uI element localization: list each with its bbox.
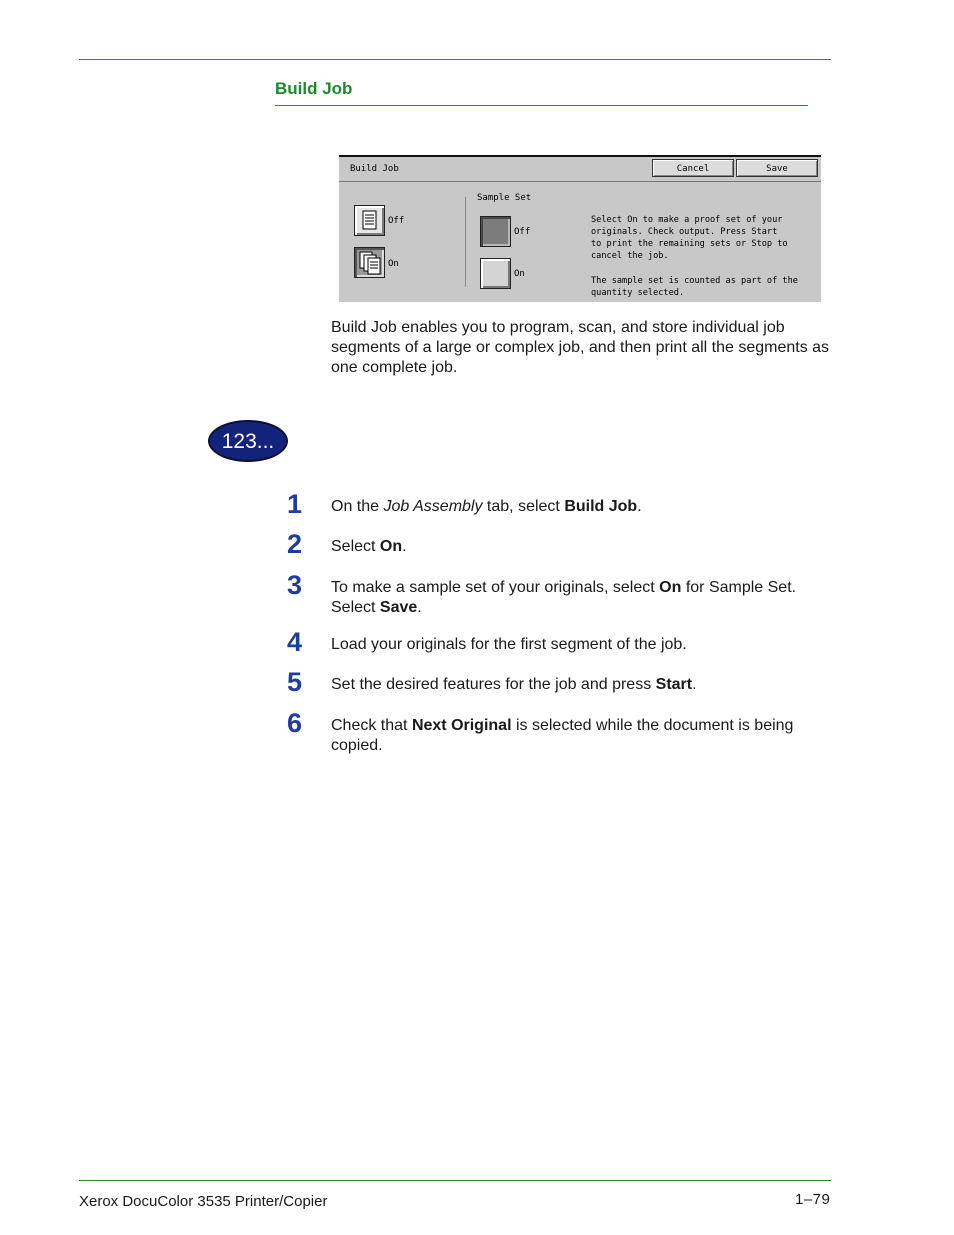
panel-header bbox=[339, 157, 821, 182]
panel-title: Build Job bbox=[350, 164, 399, 174]
sample-set-title: Sample Set bbox=[477, 193, 532, 203]
build-job-on-button[interactable] bbox=[354, 247, 385, 278]
help-line: Select On to make a proof set of your bbox=[591, 215, 783, 225]
single-page-icon bbox=[355, 206, 384, 235]
steps-badge bbox=[208, 420, 288, 462]
step-number: 4 bbox=[287, 627, 303, 657]
step-text: Select On. bbox=[331, 538, 407, 555]
build-job-off-button[interactable] bbox=[354, 205, 385, 236]
panel-divider bbox=[465, 197, 466, 287]
step-text: Set the desired features for the job and press Start. bbox=[331, 676, 697, 693]
help-text-2 bbox=[591, 275, 798, 299]
step-number: 3 bbox=[287, 570, 303, 600]
section-title-underline bbox=[275, 105, 808, 106]
build-job-screen bbox=[339, 155, 821, 302]
cancel-button[interactable]: Cancel bbox=[652, 159, 734, 177]
help-text-1 bbox=[591, 214, 788, 262]
sample-set-on-label: On bbox=[514, 269, 525, 279]
top-rule bbox=[79, 59, 831, 60]
help-line: cancel the job. bbox=[591, 251, 669, 261]
sample-set-on-button[interactable] bbox=[480, 258, 511, 289]
step-text: Load your originals for the first segment of the job. bbox=[331, 636, 687, 653]
help-line: quantity selected. bbox=[591, 288, 685, 298]
footer-rule bbox=[79, 1180, 831, 1181]
build-job-off-label: Off bbox=[388, 216, 405, 226]
step-text: On the Job Assembly tab, select Build Job. bbox=[331, 498, 642, 515]
footer-page-number: 1–79 bbox=[795, 1191, 831, 1208]
sample-set-off-label: Off bbox=[514, 227, 531, 237]
help-line: to print the remaining sets or Stop to bbox=[591, 239, 788, 249]
step-number: 6 bbox=[287, 708, 303, 738]
step-text: Check that Next Original is selected while the document is being copied. bbox=[331, 717, 794, 754]
multi-page-icon bbox=[355, 248, 384, 277]
section-title: Build Job bbox=[275, 79, 353, 98]
help-line: originals. Check output. Press Start bbox=[591, 227, 778, 237]
step-number: 2 bbox=[287, 529, 303, 559]
footer-product: Xerox DocuColor 3535 Printer/Copier bbox=[79, 1193, 328, 1210]
build-job-on-label: On bbox=[388, 259, 399, 269]
save-button[interactable]: Save bbox=[736, 159, 818, 177]
steps-badge-label: 123... bbox=[221, 430, 275, 453]
step-number: 1 bbox=[287, 489, 303, 519]
step-number: 5 bbox=[287, 667, 303, 697]
help-line: The sample set is counted as part of the bbox=[591, 276, 798, 286]
step-text: To make a sample set of your originals, select On for Sample Set. Select Save. bbox=[331, 579, 797, 616]
sample-set-off-button[interactable] bbox=[480, 216, 511, 247]
intro-paragraph: Build Job enables you to program, scan, and store individual job segments of a large or complex job, and then print all the segments as one complete job. bbox=[331, 319, 830, 376]
